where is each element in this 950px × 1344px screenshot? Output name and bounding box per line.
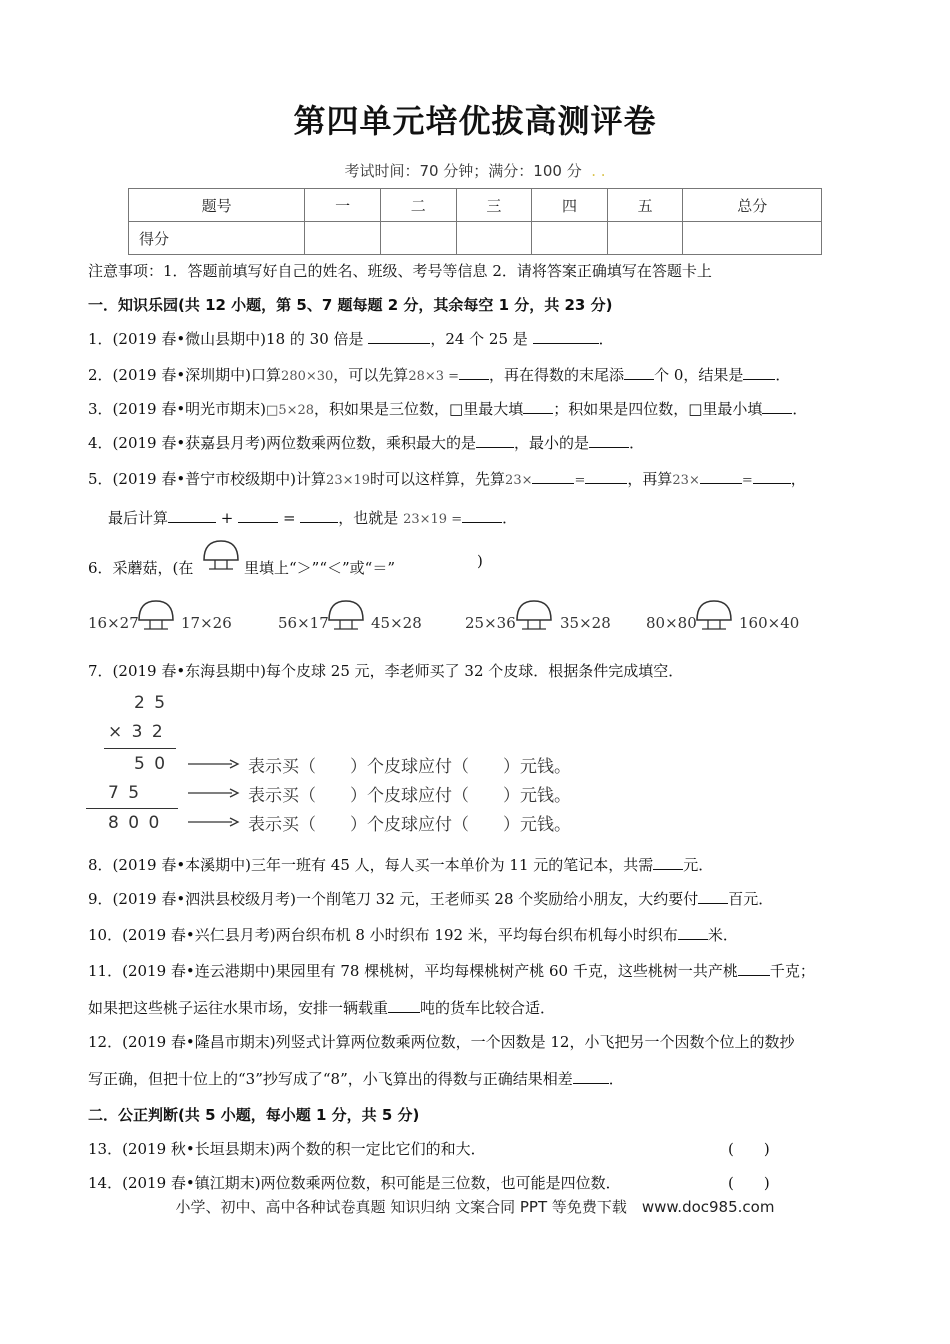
- section-1-heading: 一．知识乐园(共 12 小题，第 5、7 题每题 2 分，其余每空 1 分，共 23 分): [88, 296, 613, 314]
- q11-text-d: 吨的货车比较合适．: [420, 999, 556, 1017]
- question-14: 14．(2019 春•镇江期末)两位数乘两位数，积可能是三位数，也可能是四位数．: [88, 1174, 621, 1192]
- q10-text-b: 米．: [707, 926, 738, 944]
- q5-blank-8[interactable]: [462, 508, 502, 523]
- q6-item-2-left: 56×17: [278, 614, 329, 632]
- score-table-header-row: [129, 189, 822, 222]
- q2-math-2: 28×3 =: [408, 369, 460, 384]
- q10-text-a: 10．(2019 春•兴仁县月考)两台织布机 8 小时织布 192 米，平均每台织布机每小时织布: [88, 926, 678, 944]
- q4-text-c: ．: [629, 434, 645, 452]
- exam-meta: [0, 160, 950, 181]
- q2-text-a: 2．(2019 春•深圳期中)口算: [88, 366, 282, 384]
- q6-text-b: 里填上“＞”“＜”或“＝”: [244, 559, 396, 577]
- q4-text-b: ，最小的是: [514, 434, 590, 452]
- q5-plus: +: [220, 509, 234, 527]
- q3-text-d: ．: [792, 400, 808, 418]
- vertical-row-5: 8 0 0: [108, 813, 162, 833]
- score-cell[interactable]: [683, 222, 822, 255]
- q10-blank[interactable]: [678, 925, 708, 940]
- q1-text-c: ．: [598, 330, 614, 348]
- q9-text-a: 9．(2019 春•泗洪县校级月考)一个削笔刀 32 元，王老师买 28 个奖励给小朋友，大约要付: [88, 890, 699, 908]
- question-6: [88, 557, 193, 578]
- arrow-icon: [188, 760, 238, 768]
- decorative-dots: . .: [586, 162, 606, 180]
- question-6-rest: [244, 557, 395, 578]
- exam-meta-text: 考试时间：70 分钟；满分：100 分: [344, 162, 582, 180]
- notice: 注意事项：1．答题前填写好自己的姓名、班级、考号等信息 2．请将答案正确填写在答题卡上: [88, 262, 712, 280]
- q2-blank-2[interactable]: [624, 365, 654, 380]
- question-4: [88, 432, 644, 453]
- q1-blank-1[interactable]: [368, 329, 430, 344]
- question-11-line-2: [88, 997, 555, 1018]
- q11-blank-1[interactable]: [738, 961, 770, 976]
- q3-text-c: ；积如果是四位数，□里最小填: [553, 400, 763, 418]
- q8-text-b: 元．: [683, 856, 714, 874]
- q5-blank-1[interactable]: [532, 469, 574, 484]
- q3-blank-2[interactable]: [762, 399, 792, 414]
- q6-item-1-right: 17×26: [181, 614, 232, 632]
- q1-text-a: 1．(2019 春•微山县期中)18 的 30 倍是: [88, 330, 364, 348]
- q5-math-4: 23×: [672, 473, 700, 488]
- vertical-label-1: 表示买（ ）个皮球应付（ ）元钱。: [248, 757, 571, 777]
- question-1: [88, 328, 614, 349]
- score-table-score-row: [129, 222, 822, 255]
- q5-blank-2[interactable]: [585, 469, 627, 484]
- vertical-row-3: 5 0: [134, 754, 168, 774]
- footer-banner: 小学、初中、高中各种试卷真题 知识归纳 文案合同 PPT 等免费下载 www.doc985.com: [175, 1198, 775, 1216]
- q4-blank-2[interactable]: [589, 433, 629, 448]
- q5-line2-b: ，也就是: [338, 509, 399, 527]
- question-8: [88, 854, 713, 875]
- vertical-label-3: 表示买（ ）个皮球应付（ ）元钱。: [248, 815, 571, 835]
- mushroom-icon[interactable]: [694, 598, 734, 634]
- question-7: 7．(2019 春•东海县期中)每个皮球 25 元，李老师买了 32 个皮球．根据条件完成填空．: [88, 662, 684, 680]
- q9-text-b: 百元．: [728, 890, 774, 908]
- score-cell[interactable]: [380, 222, 456, 255]
- q5-end: ．: [502, 509, 518, 527]
- question-13: 13．(2019 秋•长垣县期末)两个数的积一定比它们的和大．: [88, 1140, 486, 1158]
- q5-text-d: ，: [790, 470, 806, 488]
- q5-math-1: 23×19: [326, 473, 371, 488]
- score-header-cell: 四: [532, 189, 608, 222]
- vertical-line-1: [104, 748, 176, 749]
- q5-blank-3[interactable]: [700, 469, 742, 484]
- q4-text-a: 4．(2019 春•获嘉县月考)两位数乘两位数，乘积最大的是: [88, 434, 477, 452]
- question-9: [88, 888, 773, 909]
- question-2: [88, 364, 790, 385]
- score-cell[interactable]: [607, 222, 683, 255]
- arrows-group: [186, 756, 242, 832]
- q5-math-3: =: [574, 473, 586, 488]
- mushroom-icon[interactable]: [136, 598, 176, 634]
- q12-text-b: 写正确，但把十位上的“3”抄写成了“8”，小飞算出的得数与正确结果相差: [88, 1070, 573, 1088]
- q11-text-c: 如果把这些桃子运往水果市场，安排一辆载重: [88, 999, 389, 1017]
- score-header-cell: 五: [607, 189, 683, 222]
- q5-blank-6[interactable]: [238, 508, 278, 523]
- q14-answer-paren[interactable]: ( ): [728, 1174, 770, 1192]
- q8-text-a: 8．(2019 春•本溪期中)三年一班有 45 人，每人买一本单价为 11 元的笔记本，共需: [88, 856, 654, 874]
- score-header-cell: 三: [456, 189, 532, 222]
- vertical-row-4: 7 5: [108, 783, 142, 803]
- mushroom-icon[interactable]: [514, 598, 554, 634]
- vertical-row-1: 2 5: [134, 693, 168, 713]
- score-cell[interactable]: [532, 222, 608, 255]
- mushroom-icon[interactable]: [326, 598, 366, 634]
- question-10: [88, 924, 738, 945]
- question-12: 12．(2019 春•隆昌市期末)列竖式计算两位数乘两位数，一个因数是 12，小飞把另一个因数个位上的数抄: [88, 1033, 795, 1051]
- question-3: [88, 398, 807, 419]
- q6-item-2-right: 45×28: [371, 614, 422, 632]
- q6-item-4-right: 160×40: [739, 614, 800, 632]
- q6-item-3-right: 35×28: [560, 614, 611, 632]
- question-5-line-2: [108, 507, 517, 528]
- q3-math-1: □5×28: [266, 403, 315, 418]
- question-12-line-2: [88, 1068, 624, 1089]
- q5-blank-4[interactable]: [753, 469, 791, 484]
- score-table: [128, 188, 822, 255]
- score-header-cell: 二: [380, 189, 456, 222]
- q11-blank-2[interactable]: [388, 998, 420, 1013]
- q8-blank[interactable]: [653, 855, 683, 870]
- q5-text-b: 时可以这样算，先算: [370, 470, 506, 488]
- vertical-row-2: × 3 2: [108, 722, 165, 742]
- score-row-label: 得分: [129, 222, 305, 255]
- q5-blank-5[interactable]: [168, 508, 216, 523]
- q4-blank-1[interactable]: [476, 433, 514, 448]
- q3-blank-1[interactable]: [523, 399, 553, 414]
- q2-text-b: ，可以先算: [333, 366, 409, 384]
- q2-blank-3[interactable]: [743, 365, 775, 380]
- score-cell[interactable]: [305, 222, 381, 255]
- q6-item-1-left: 16×27: [88, 614, 139, 632]
- q5-math-5: =: [741, 473, 753, 488]
- q3-text-a: 3．(2019 春•明光市期末): [88, 400, 267, 418]
- q2-text-e: ．: [775, 366, 791, 384]
- q6-item-3-left: 25×36: [465, 614, 516, 632]
- q6-text-a: 6．采蘑菇，(在: [88, 559, 194, 577]
- q5-line2-a: 最后计算: [108, 509, 169, 527]
- arrow-icon: [188, 789, 238, 797]
- q2-text-d: 个 0，结果是: [654, 366, 744, 384]
- q2-text-c: ，再在得数的末尾添: [489, 366, 625, 384]
- mushroom-icon: [201, 538, 241, 574]
- q12-text-c: ．: [608, 1070, 624, 1088]
- q5-math-6: 23×19 =: [403, 512, 463, 527]
- q1-text-b: ，24 个 25 是: [430, 330, 528, 348]
- question-11: [88, 960, 815, 981]
- question-5: [88, 468, 806, 489]
- score-cell[interactable]: [456, 222, 532, 255]
- q9-blank[interactable]: [698, 889, 728, 904]
- q3-text-b: ，积如果是三位数，□里最大填: [314, 400, 524, 418]
- q1-blank-2[interactable]: [533, 329, 599, 344]
- score-header-cell: 总分: [683, 189, 822, 222]
- q6-close-paren: ): [477, 552, 483, 570]
- section-2-heading: 二．公正判断(共 5 小题，每小题 1 分，共 5 分): [88, 1106, 420, 1124]
- arrow-icon: [188, 818, 238, 826]
- q5-text-c: ，再算: [627, 470, 673, 488]
- score-header-cell: 题号: [129, 189, 305, 222]
- score-header-cell: 一: [305, 189, 381, 222]
- q2-blank-1[interactable]: [459, 365, 489, 380]
- q2-math-1: 280×30: [281, 369, 334, 384]
- q12-blank[interactable]: [573, 1069, 609, 1084]
- vertical-label-2: 表示买（ ）个皮球应付（ ）元钱。: [248, 786, 571, 806]
- q11-text-a: 11．(2019 春•连云港期中)果园里有 78 棵桃树，平均每棵桃树产桃 60 千克，这些桃树一共产桃: [88, 962, 738, 980]
- q5-eq: =: [282, 509, 296, 527]
- q5-blank-7[interactable]: [300, 508, 338, 523]
- q11-text-b: 千克；: [769, 962, 815, 980]
- q5-text-a: 5．(2019 春•普宁市校级期中)计算: [88, 470, 327, 488]
- vertical-line-2: [86, 808, 178, 809]
- q5-math-2: 23×: [505, 473, 533, 488]
- q6-item-4-left: 80×80: [646, 614, 697, 632]
- q13-answer-paren[interactable]: ( ): [728, 1140, 770, 1158]
- page-title: 第四单元培优拔高测评卷: [293, 102, 657, 140]
